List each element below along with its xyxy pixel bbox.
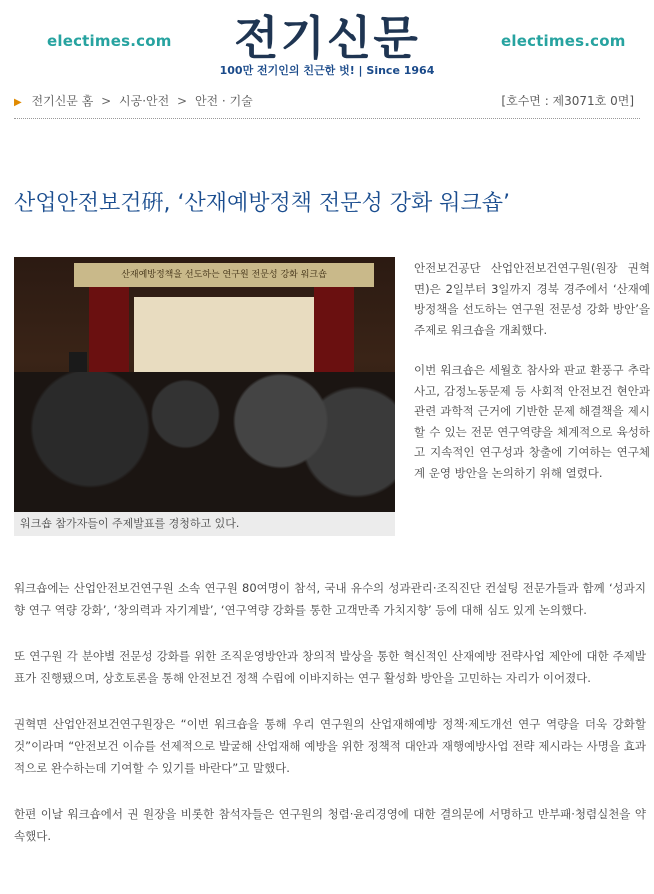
- newspaper-slogan: 100만 전기인의 친근한 벗! | Since 1964: [219, 64, 435, 77]
- breadcrumb-section-link[interactable]: 시공·안전: [119, 94, 170, 108]
- article-side-column: [414, 258, 650, 503]
- site-domain-right[interactable]: electimes.com: [501, 32, 626, 50]
- breadcrumb-separator: >: [101, 94, 112, 108]
- breadcrumb: [14, 92, 640, 114]
- article-paragraph: 또 연구원 각 분야별 전문성 강화를 위한 조직운영방안과 창의적 발상을 통한 혁신적인 산재예방 전략사업 제안에 대한 주제발표가 진행됐으며, 상호토론을 통해 안전보건 정책 수립에 이바지하는 연구 활성화 방안을 고민하는 자리가 이어졌다.: [14, 649, 646, 685]
- breadcrumb-home-link[interactable]: 전기신문 홈: [31, 94, 94, 108]
- article-body: [14, 577, 646, 871]
- article-paragraph: 안전보건공단 산업안전보건연구원(원장 권혁면)은 2일부터 3일까지 경북 경주에서 ‘산재예방정책을 선도하는 연구원 전문성 강화 방안’을 주제로 워크숍을 개최했다.: [414, 261, 650, 337]
- article-paragraph: 한편 이날 워크숍에서 권 원장을 비롯한 참석자들은 연구원의 청렴·윤리경영에 대한 결의문에 서명하고 반부패·청렴실천을 약속했다.: [14, 807, 646, 843]
- masthead: [0, 0, 654, 86]
- article-paragraph: 워크숍에는 산업안전보건연구원 소속 연구원 80여명이 참석, 국내 유수의 성과관리·조직진단 컨설팅 전문가들과 함께 ‘성과지향 연구 역량 강화’, ‘창의력과 자기계발’, ‘연구역량 강화를 통한 고객만족 가치지향’ 등에 대해 심도 있게 논의했다.: [14, 581, 646, 617]
- photo-stage-banner: 산재예방정책을 선도하는 연구원 전문성 강화 워크숍: [74, 263, 374, 287]
- audience: [14, 372, 395, 512]
- photo-caption: 워크숍 참가자들이 주제발표를 경청하고 있다.: [14, 512, 395, 536]
- breadcrumb-current[interactable]: 안전 · 기술: [194, 94, 253, 108]
- article-headline: 산업안전보건硏, ‘산재예방정책 전문성 강화 워크숍’: [14, 191, 510, 216]
- site-domain-left[interactable]: electimes.com: [47, 32, 172, 50]
- article-paragraph: 권혁면 산업안전보건연구원장은 “이번 워크숍을 통해 우리 연구원의 산업재해예방 정책·제도개선 연구 역량을 더욱 강화할 것”이라며 “안전보건 이슈를 선제적으로 발굴해 산업재해 예방을 위한 정책적 대안과 재행예방사업 전략 제시라는 사명을 효과적으로 완수하는데 기여할 수 있기를 바란다”고 말했다.: [14, 717, 646, 775]
- breadcrumb-arrow-icon: ▶: [14, 97, 22, 108]
- article-photo: [14, 257, 395, 512]
- header-divider: [14, 118, 640, 119]
- breadcrumb-separator: >: [177, 94, 188, 108]
- newspaper-logo-title[interactable]: 전기신문: [234, 11, 420, 65]
- issue-number: [호수면 : 제3071호 0면]: [501, 94, 634, 108]
- article-paragraph: 이번 워크숍은 세월호 참사와 판교 환풍구 추락사고, 감정노동문제 등 사회적 안전보건 현안과 관련 과학적 근거에 기반한 문제 해결책을 제시할 수 있는 전문 연구역량을 체계적으로 육성하고 지속적인 연구성과 창출에 기여하는 연구체계 운영 방안을 논의하기 위해 열렸다.: [414, 363, 650, 480]
